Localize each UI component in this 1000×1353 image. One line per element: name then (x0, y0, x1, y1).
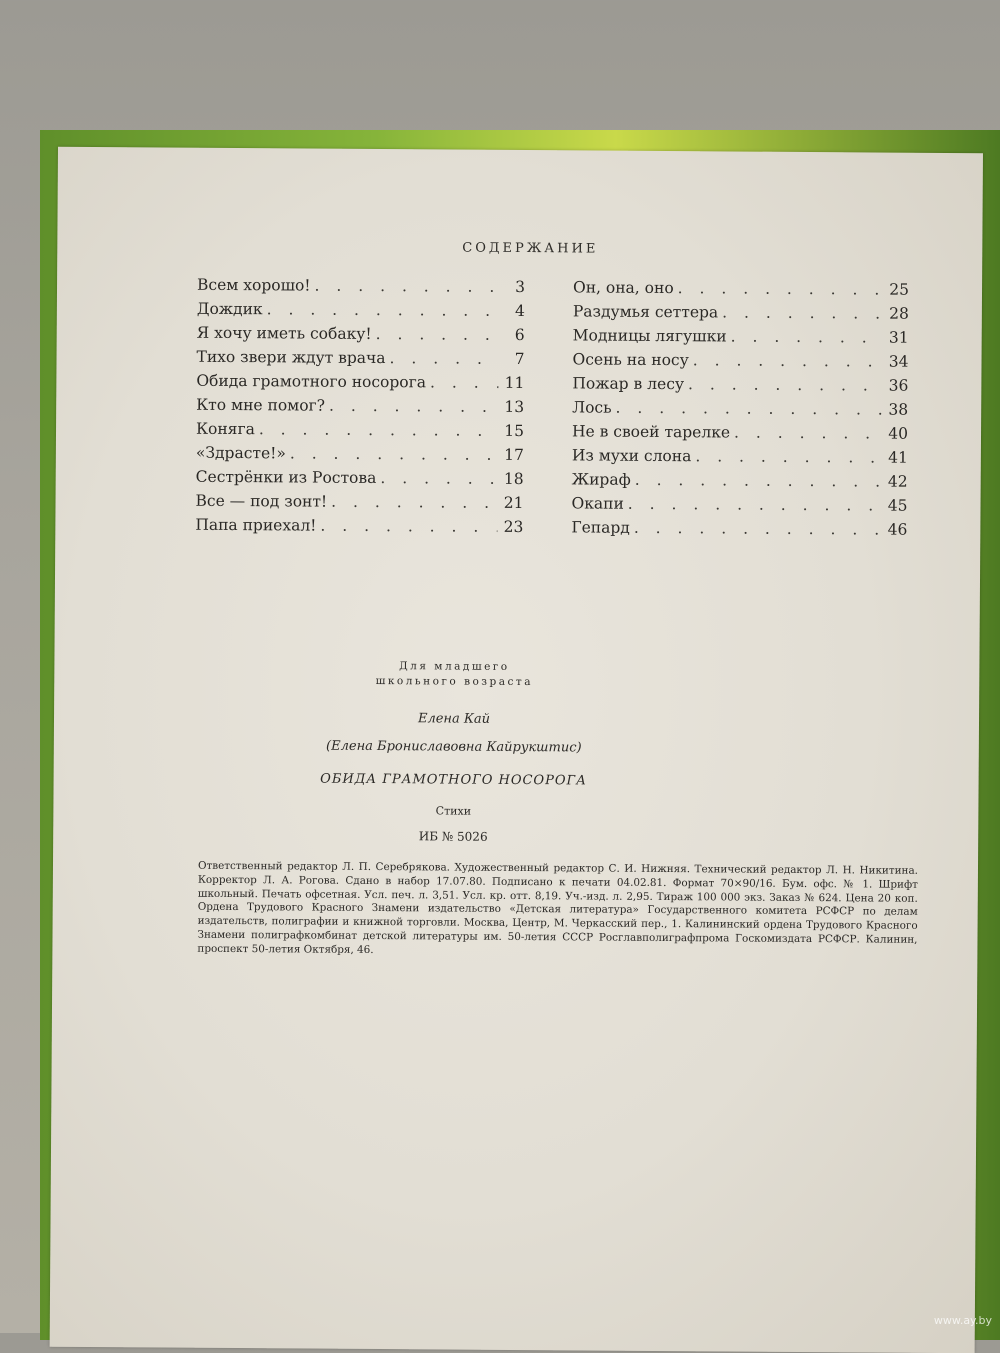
toc-entry-title: Коняга (195, 419, 255, 439)
toc-dot-leader (380, 469, 497, 488)
toc-dot-leader (290, 444, 498, 463)
toc-entry-page: 17 (504, 445, 524, 465)
toc-entry (572, 446, 908, 472)
author-name: Елена Кай (417, 711, 491, 727)
toc-entry (571, 518, 907, 544)
colophon-text: Ответственный редактор Л. П. Серебрякова. Художественный редактор С. И. Нижняя. Технический редактор Л. Н. Никитина. Корректор Л. А. Рогова. Сдано в набор 17.07.80. Подписано к печати 04.02.81. Формат 70×90/16. Бум. офс. № 1. Шрифт школьный. Печать офсетная. Усл. печ. л. 3,51. Усл. кр. отт. 8,19. Уч.-изд. л. 2,95. Тираж 100 000 экз. Заказ № 624. Цена 20 коп. Ордена Трудового Красного Знамени издательство «Детская литература» Государственного комитета РСФСР по делам издательств, полиграфии и книжной торговли. Москва, Центр, М. Черкасский пер., 1. Калининский ордена Трудового Красного Знамени полиграфкомбинат детской литературы им. 50-летия СССР Росглавполиграфпрома Госкомиздата РСФСР. Калинин, проспект 50-летия Октября, 46. (197, 859, 919, 956)
toc-dot-leader (688, 375, 882, 394)
audience-line: школьного возраста (375, 675, 534, 689)
toc-dot-leader (616, 399, 883, 419)
toc-entry-title: «Здрасте!» (195, 443, 286, 463)
toc-entry-page: 46 (887, 520, 908, 539)
toc-dot-leader (734, 423, 882, 442)
toc-entry (196, 348, 524, 374)
toc-entry-title: Тихо звери ждут врача (196, 347, 386, 368)
toc-entry (197, 276, 525, 302)
toc-entry (196, 396, 524, 422)
toc-entry-page: 40 (888, 424, 909, 443)
toc-entry-page: 28 (889, 304, 909, 323)
toc-column-left (195, 276, 525, 542)
toc-entry-title: Жираф (571, 470, 631, 489)
toc-entry-title: Гепард (571, 518, 630, 537)
toc-entry (195, 492, 523, 518)
audience-note (54, 657, 854, 693)
toc-entry-page: 34 (888, 352, 909, 371)
book-genre: Стихи (435, 804, 472, 818)
toc-entry (573, 302, 909, 328)
toc-entry-page: 15 (504, 421, 525, 441)
toc-entry (195, 516, 523, 542)
book-title: ОБИДА ГРАМОТНОГО НОСОРОГА (320, 771, 588, 789)
toc-entry-page: 31 (888, 328, 909, 347)
toc-entry-page: 11 (504, 373, 525, 393)
toc-entry-page: 18 (503, 469, 524, 489)
toc-entry-title: Обида грамотного носорога (196, 371, 427, 392)
toc-entry-title: Я хочу иметь собаку! (196, 323, 372, 343)
toc-dot-leader (722, 303, 883, 322)
toc-dot-leader (320, 517, 497, 536)
toc-entry (572, 470, 908, 496)
toc-entry-title: Окапи (571, 494, 624, 513)
toc-entry (196, 372, 524, 398)
toc-dot-leader (628, 495, 882, 515)
toc-entry-page: 4 (514, 301, 525, 321)
toc-entry-title: Папа приехал! (195, 515, 317, 535)
toc-heading: СОДЕРЖАНИЕ (462, 240, 599, 257)
toc-dot-leader (678, 279, 883, 298)
toc-entry (572, 350, 908, 376)
toc-entry-page: 23 (503, 517, 524, 537)
toc-dot-leader (430, 373, 498, 391)
site-watermark: www.ay.by (933, 1314, 992, 1327)
toc-column-right (571, 278, 909, 544)
toc-entry-title: Все — под зонт! (195, 491, 328, 511)
toc-entry (573, 278, 909, 304)
toc-entry-page: 25 (889, 280, 910, 299)
toc-entry (197, 300, 525, 326)
toc-dot-leader (634, 519, 882, 539)
toc-entry-page: 6 (514, 325, 525, 345)
toc-entry-title: Он, она, оно (572, 278, 674, 298)
toc-entry (196, 468, 524, 494)
toc-entry (572, 398, 908, 424)
book-page (50, 147, 983, 1353)
toc-entry-page: 38 (888, 400, 909, 419)
author-full-name: (Елена Брониславовна Кайрукштис) (326, 738, 582, 756)
toc-dot-leader (331, 493, 497, 512)
toc-entry (196, 420, 524, 446)
toc-entry-title: Всем хорошо! (196, 275, 311, 295)
toc-entry-title: Пожар в лесу (572, 374, 685, 394)
toc-entry (573, 326, 909, 352)
toc-entry-title: Раздумья сеттера (572, 302, 719, 322)
toc-dot-leader (259, 420, 498, 440)
toc-entry (197, 324, 525, 350)
toc-dot-leader (389, 349, 498, 368)
toc-entry-page: 7 (514, 349, 525, 369)
toc-entry-page: 45 (887, 496, 908, 515)
toc-entry (196, 444, 524, 470)
toc-entry-title: Модницы лягушки (572, 326, 727, 346)
toc-entry-page: 3 (515, 277, 526, 297)
toc-entry-title: Сестрёнки из Ростова (195, 467, 377, 488)
toc-entry (572, 374, 908, 400)
toc-dot-leader (693, 351, 883, 370)
toc-entry (571, 494, 907, 520)
toc-entry-title: Кто мне помог? (196, 395, 326, 415)
toc-entry-page: 41 (888, 448, 908, 467)
toc-dot-leader (376, 325, 499, 344)
toc-entry-title: Дождик (196, 299, 263, 319)
toc-entry-page: 21 (503, 493, 524, 513)
toc-dot-leader (329, 397, 498, 416)
toc-dot-leader (731, 327, 883, 346)
toc-entry-page: 36 (888, 376, 909, 395)
toc-dot-leader (695, 447, 882, 466)
toc-entry-title: Из мухи слона (571, 446, 692, 466)
ib-number: ИБ № 5026 (418, 829, 488, 844)
toc-entry-title: Лось (572, 398, 612, 417)
toc-entry-title: Не в своей тарелке (571, 422, 731, 442)
toc-dot-leader (315, 277, 500, 296)
toc-entry-title: Осень на носу (572, 350, 689, 370)
audience-line: Для младшего (399, 660, 510, 673)
toc-dot-leader (267, 300, 499, 320)
toc-dot-leader (635, 471, 882, 491)
toc-entry-page: 42 (887, 472, 908, 491)
toc-entry (572, 422, 908, 448)
toc-entry-page: 13 (504, 397, 525, 417)
